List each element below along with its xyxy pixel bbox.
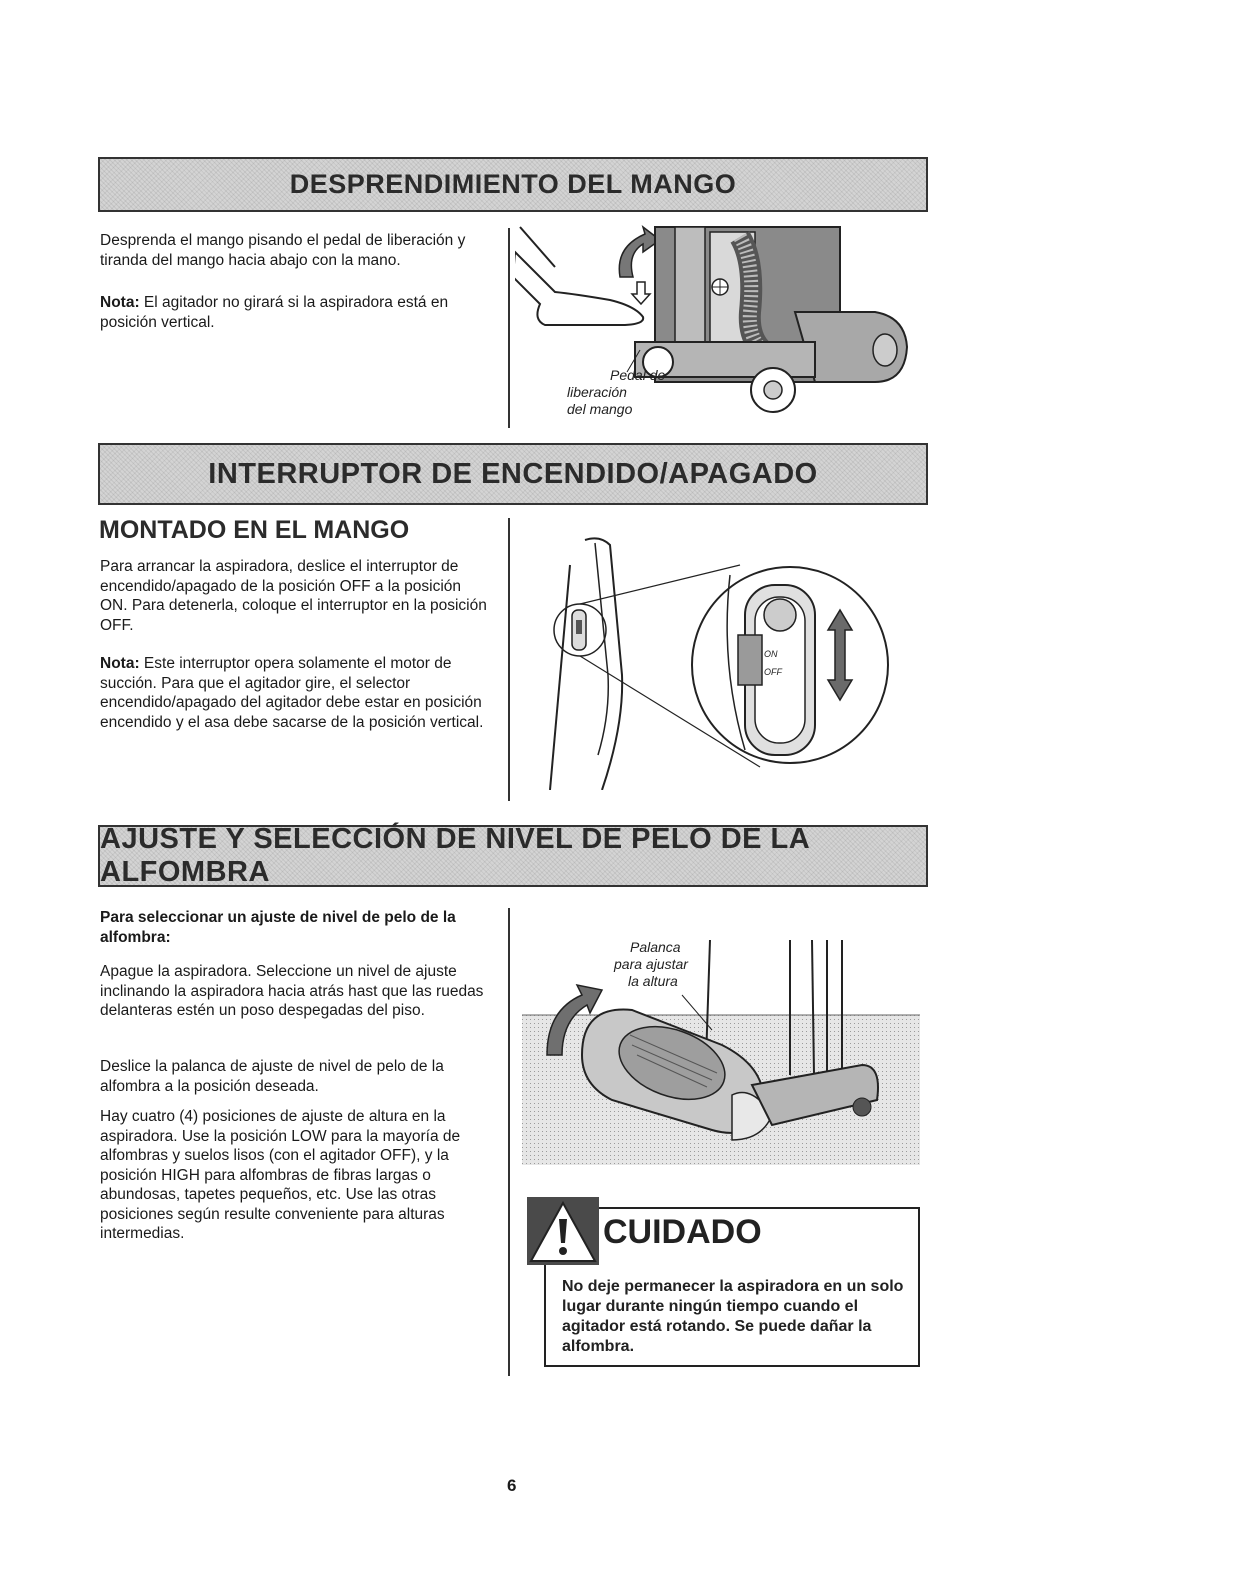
- column-divider: [508, 518, 510, 801]
- switch-label-on: ON: [764, 649, 778, 659]
- power-switch-illustration: [540, 535, 895, 790]
- height-lever-illustration: [522, 935, 920, 1165]
- section-subtitle: MONTADO EN EL MANGO: [99, 516, 410, 544]
- note-paragraph: Nota: Este interruptor opera solamente el motor de succión. Para que el agitador gire, el selector encendido/apagado del agitador debe estar en posición encendido y el asa debe sacarse de la posición vertical.: [100, 655, 484, 731]
- switch-label-off: OFF: [764, 667, 782, 677]
- caption-line: liberación: [567, 384, 627, 400]
- section-banner-release-handle: [98, 157, 928, 212]
- caution-text: No deje permanecer la aspiradora en un solo lugar durante ningún tiempo cuando el agitador está rotando. Se puede dañar la alfombra.: [562, 1278, 904, 1355]
- lead-paragraph: Para seleccionar un ajuste de nivel de pelo de la alfombra:: [100, 909, 456, 946]
- paragraph: Desprenda el mango pisando el pedal de liberación y tiranda del mango hacia abajo con la mano.: [100, 232, 466, 269]
- warning-triangle-icon: [527, 1197, 599, 1265]
- note-label: Nota:: [100, 294, 140, 311]
- paragraph: Apague la aspiradora. Seleccione un nivel de ajuste inclinando la aspiradora hacia atrás hast que las ruedas delanteras estén un poso despegadas del piso.: [100, 963, 484, 1019]
- caption-line: para ajustar: [614, 956, 688, 972]
- caption-line: del mango: [567, 401, 633, 417]
- column-divider: [508, 908, 510, 1376]
- note-label: Nota:: [100, 655, 140, 672]
- section-title: AJUSTE Y SELECCIÓN DE NIVEL DE PELO DE LA ALFOMBRA: [100, 823, 810, 888]
- caption-line: Pedal de: [610, 367, 666, 383]
- section-banner-carpet-height: [98, 825, 928, 887]
- caption-line: Palanca: [630, 939, 681, 955]
- release-pedal-illustration: [515, 222, 915, 427]
- page-number: 6: [507, 1476, 517, 1495]
- paragraph: Deslice la palanca de ajuste de nivel de pelo de la alfombra a la posición deseada.: [100, 1058, 444, 1095]
- section-title: INTERRUPTOR DE ENCENDIDO/APAGADO: [208, 457, 818, 490]
- section-title: DESPRENDIMIENTO DEL MANGO: [289, 169, 737, 199]
- column-divider: [508, 228, 510, 428]
- caption-line: la altura: [628, 973, 678, 989]
- paragraph: Para arrancar la aspiradora, deslice el interruptor de encendido/apagado de la posición OFF a la posición ON. Para detenerla, coloque el interruptor en la posición OFF.: [100, 558, 487, 634]
- note-paragraph: Nota: El agitador no girará si la aspiradora está en posición vertical.: [100, 294, 449, 331]
- paragraph: Hay cuatro (4) posiciones de ajuste de altura en la aspiradora. Use la posición LOW para la mayoría de alfombras y suelos lisos (con el agitador OFF), y la posición HIGH para alfombras de fibras largas o abundosas, tapetes pequeños, etc. Use las otras posiciones según resulte conveniente para alturas intermedias.: [100, 1108, 461, 1242]
- caution-title: CUIDADO: [603, 1213, 762, 1251]
- section-banner-power-switch: [98, 443, 928, 505]
